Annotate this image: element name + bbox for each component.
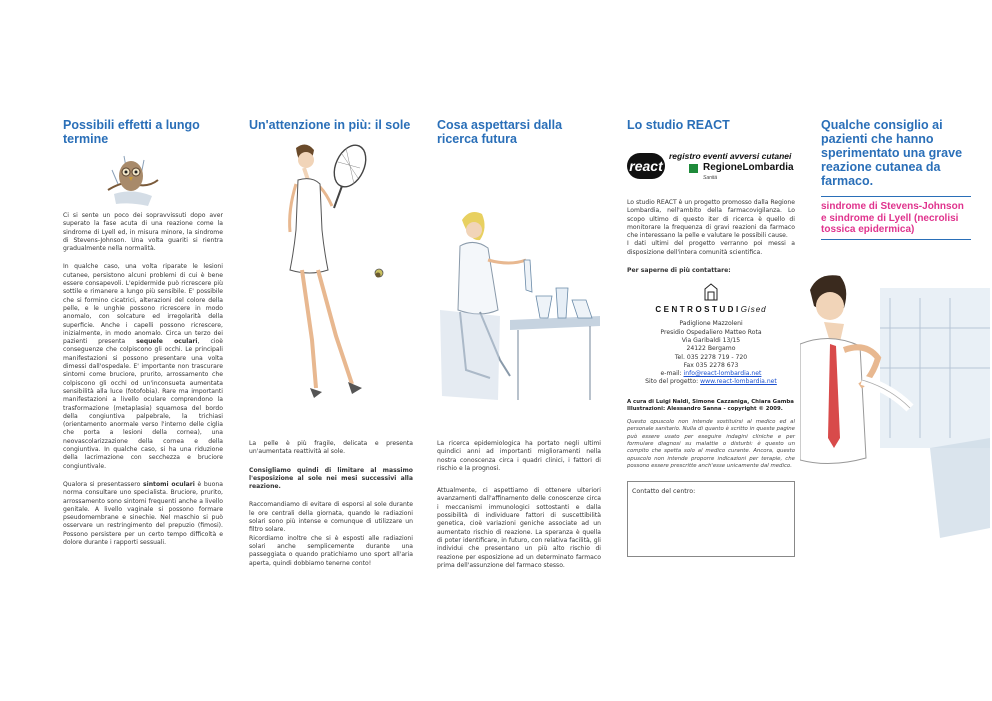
paragraph: Lo studio REACT è un progetto promosso dalla Regione Lombardia, nell'ambito della farmacovigilanza. Lo scopo ultimo di questo iter di ricerca è quello di monitorare la frequenza di gravi reazioni da farmaco che interessano la pelle e valutare le possibili cause. xyxy=(627,199,795,240)
man-adjusting-tie-illustration xyxy=(800,268,990,668)
paragraph xyxy=(63,263,223,470)
site-link[interactable]: www.react-lombardia.net xyxy=(700,378,777,386)
text: Gised xyxy=(740,305,767,315)
address-line: Padiglione Mazzoleni xyxy=(679,320,743,328)
column-sun xyxy=(249,118,413,132)
text: In qualche caso, una volta riparate le lesioni cutanee, persistono alcuni problemi di cui è bene essere consapevoli. L'epidermide può ricrescere più sottile e rimanere a lungo più sensibile. E' possibile che si formino cicatrici, alterazioni del colore della pelle, e le unghie possono ricrescere in modo anomalo, con solcature ed irregolarità della superficie. Anche i capelli possono ricrescere, inizialmente, in modo anomalo. Circa un terzo dei pazienti presenta xyxy=(63,263,223,346)
site-line xyxy=(627,378,795,386)
building-icon xyxy=(703,283,719,301)
email-line xyxy=(627,370,795,378)
paragraph: La pelle è più fragile, delicata e presenta un'aumentata reattività al sole. xyxy=(249,440,413,456)
column-1-body xyxy=(63,212,223,547)
address-block xyxy=(627,320,795,386)
site-label: Sito del progetto: xyxy=(645,378,701,386)
centro-studi-text xyxy=(627,305,795,314)
column-long-term-effects xyxy=(63,118,223,146)
divider xyxy=(821,196,971,197)
owl-illustration xyxy=(104,150,160,208)
sanita-caption: Sanità xyxy=(703,175,718,181)
credits-authors: A cura di Luigi Naldi, Simone Cazzaniga, Chiara Gamba xyxy=(627,398,794,405)
text: Qualora si presentassero xyxy=(63,480,143,488)
contact-box xyxy=(627,481,795,557)
email-link[interactable]: info@react-lombardia.net xyxy=(683,370,762,378)
divider xyxy=(821,239,971,240)
heading-sun: Un'attenzione in più: il sole xyxy=(249,118,411,132)
paragraph: Ricordiamo inoltre che si è esposti alle radiazioni solari anche semplicemente durante una passeggiata o quando pratichiamo uno sport all'aria aperta, quindi dobbiamo tenerne conto! xyxy=(249,534,413,567)
paragraph: I dati ultimi del progetto verranno poi messi a disposizione dell'intera comunità scientifica. xyxy=(627,240,795,256)
paragraph: Raccomandiamo di evitare di esporsi al sole durante le ore centrali della giornata, quando le radiazioni solari sono più intense e comunque di utilizzare un filtro solare. xyxy=(249,501,413,534)
paragraph-emphasis: Consigliamo quindi di limitare al massimo l'esposizione al sole nei mesi successivi alla reazione. xyxy=(249,466,413,491)
heading-react-study: Lo studio REACT xyxy=(627,118,730,132)
paragraph: Attualmente, ci aspettiamo di ottenere ulteriori avanzamenti dall'affinamento delle conoscenze circa i meccanismi immunologici sottostanti e dalla possibilità di individuare fattori di suscettibilità genetica, cioè variazioni geniche associate ad un aumentato rischio di reazione. La speranza è quella di poter identificare, in futuro, con relativa facilità, gli individui che presentano un più alto rischio di reazione per esposizione ad un determinato farmaco prima dell'assunzione del farmaco stesso. xyxy=(437,487,601,569)
registry-caption: registro eventi avversi cutanei xyxy=(669,151,792,161)
text: , cioè conseguenze che colpiscono gli occhi. Le principali manifestazioni si possono presentare una volta dimessi dall'ospedale. E' importante non trascurare sintomi come bruciore, prurito, arrossamento che colpiscono gli occhi od un'inconsueta aumentata sensibilità alla luce (fotofobia). Rare ma importanti manifestazioni a livello oculare comprendono la trasformazione (metaplasia) squamosa del bordo della congiuntiva palpebrale, la trichiasi (orientamento anormale verso l'interno delle ciglia che porta a lesioni della cornea), una neovascolarizzazione della cornea e della congiuntiva. In qualche caso, si ha una riduzione della lacrimazione con secchezza e bruciore congiuntivale. xyxy=(63,338,223,470)
address-line: Presidio Ospedaliero Matteo Rota xyxy=(660,328,762,336)
emphasis: sequele oculari xyxy=(136,338,198,346)
tennis-player-illustration xyxy=(262,140,392,420)
heading-future-research: Cosa aspettarsi dalla ricerca futura xyxy=(437,118,563,146)
disclaimer: Questo opuscolo non intende sostituirsi al medico ed al personale sanitario. Nulla di quanto è scritto in queste pagine può essere usato per eseguire indagini cliniche e per formulare diagnosi su malattie o disturbi: è questo un compito che spetta solo al medico curante. Ancora, questo opuscolo non intende proporre indicazioni per terapie, che possono essere prescritte anch'esse unicamente dal medico. xyxy=(627,418,795,470)
column-future-research xyxy=(437,118,601,146)
address-line: Via Garibaldi 13/15 xyxy=(681,336,741,344)
column-cover xyxy=(821,118,971,240)
address-line: 24122 Bergamo xyxy=(686,345,736,353)
credits-illustrations: Illustrazioni: Alessandro Sanna - copyright © 2009. xyxy=(627,405,783,412)
react-logo: react xyxy=(627,153,665,179)
paragraph: La ricerca epidemiologica ha portato negli ultimi quindici anni ad importanti miglioramenti nella nostra conoscenza circa i quadri clinici, i fattori di rischio e la prognosi. xyxy=(437,440,601,472)
paragraph: Ci si sente un poco dei sopravvissuti dopo aver superato la fase acuta di una reazione come la sindrome di Lyell ed, in misura minore, la sindrome di Stevens-Johnson. Una volta guariti si rientra gradualmente nella normalità. xyxy=(63,212,223,253)
centro-studi-logo xyxy=(627,283,795,314)
region-logo: RegioneLombardia xyxy=(703,162,794,173)
region-icon xyxy=(689,164,698,173)
text: è buona norma consultare uno specialista. Bruciore, prurito, arrossamento sono sintomi frequenti anche a livello genitale. A livello vaginale si possono formare pseudomembrane e sinechie. Nel maschio si può osservare un restringimento del prepuzio (fimosi). Possono persistere per un certo tempo difficoltà e dolore durante i rapporti sessuali. xyxy=(63,480,223,546)
cover-subtitle: sindrome di Stevens-Johnson e sindrome di Lyell (necrolisi tossica epidermica) xyxy=(821,201,964,235)
emphasis: sintomi oculari xyxy=(143,480,195,488)
paragraph xyxy=(63,481,223,547)
column-react-study xyxy=(627,118,795,557)
cover-title: Qualche consiglio ai pazienti che hanno sperimentato una grave reazione cutanea da farmaco. xyxy=(821,118,963,188)
fax: Fax 035 2278 673 xyxy=(683,361,739,369)
credits xyxy=(627,399,795,413)
contact-title: Per saperne di più contattare: xyxy=(627,267,731,275)
text: CENTROSTUDI xyxy=(655,305,741,315)
phone: Tel. 035 2278 719 - 720 xyxy=(674,353,748,361)
email-label: e-mail: xyxy=(660,370,684,378)
column-2-body xyxy=(249,440,413,568)
react-logo-block xyxy=(627,147,795,199)
contact-box-label: Contatto del centro: xyxy=(632,487,696,495)
heading-long-term-effects: Possibili effetti a lungo termine xyxy=(63,118,200,146)
column-3-body xyxy=(437,440,601,570)
researcher-illustration xyxy=(440,200,600,420)
